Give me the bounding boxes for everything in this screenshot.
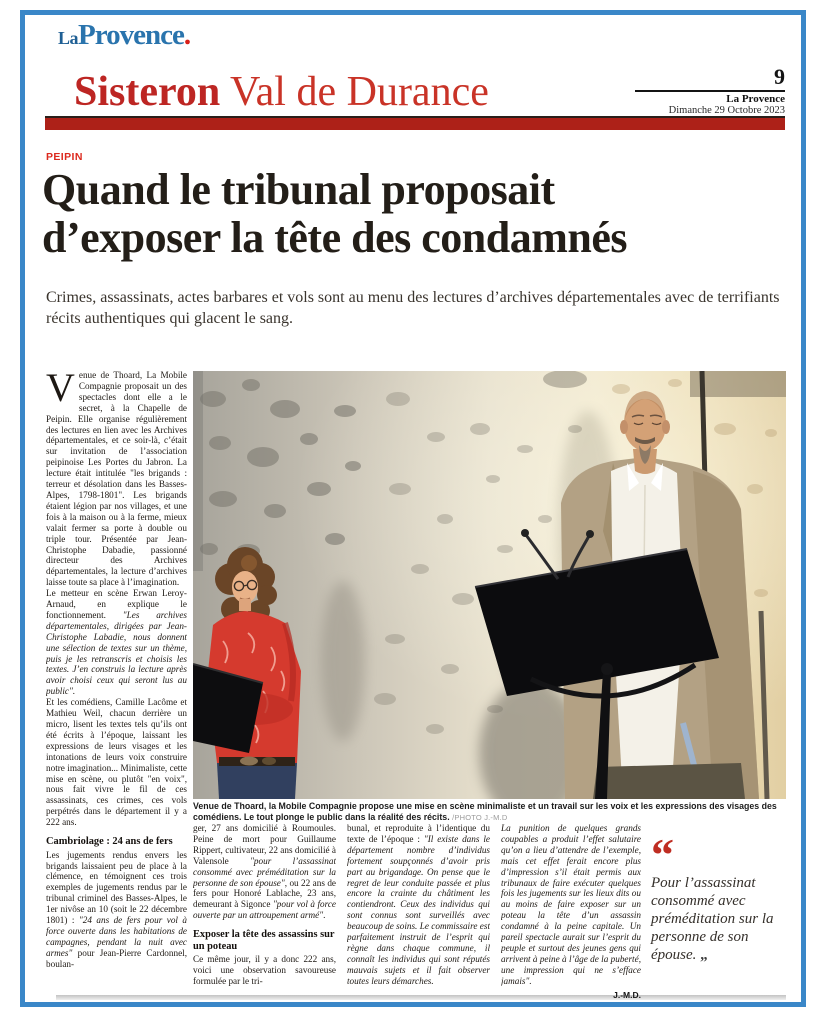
standfirst: Crimes, assassinats, actes barbares et vols sont au menu des lectures d’archives départementales avec de terrifiants récits authentiques qui glacent le sang. — [46, 289, 780, 327]
body-column-4 — [501, 823, 641, 1003]
section-title-light: Val de Durance — [220, 69, 489, 115]
paragraph — [347, 823, 490, 987]
headline — [42, 166, 790, 262]
quote-text: "24 ans de fers pour vol à force ouverte dans les habitations de campagnes, pendant la nuit avec armes" — [46, 915, 187, 958]
photo-illustration — [193, 371, 786, 799]
meta-rule — [635, 90, 785, 92]
masthead-logo — [58, 20, 191, 53]
body-text: . — [323, 910, 326, 921]
edition-date: Dimanche 29 Octobre 2023 — [668, 105, 785, 116]
quote-text: "pour vol à force ouverte par un attroupement armé" — [193, 899, 336, 921]
article-photo — [193, 371, 786, 799]
headline-line-2: d’exposer la tête des condamnés — [42, 213, 627, 262]
body-text: ger, 27 ans domicilié à Roumoules. Peine de mort pour Guillaume Rippert, cultivateur, 22 ans domicilié à Valensole — [193, 823, 336, 866]
body-column-1 — [46, 370, 187, 994]
page-meta — [600, 66, 785, 117]
paragraph — [46, 370, 187, 588]
photo-caption — [193, 801, 787, 823]
masthead-logo-dot: . — [183, 19, 192, 51]
kicker: PEIPIN — [46, 151, 83, 163]
body-text: Les jugements rendus envers les brigands laissaient peu de place à la clémence, en témoignent ces trois exemples de jugements rendus par le tribunal criminel des Basses-Alpes, le 1er nivôse an 10 (soit le 22 décembre 1801) : — [46, 849, 187, 926]
pull-quote-text — [651, 874, 787, 964]
masthead-logo-la: La — [58, 28, 79, 48]
quote-close-icon: „ — [700, 947, 708, 963]
pull-quote — [651, 829, 787, 964]
body-text: Le metteur en scène Erwan Leroy-Arnaud, en explique le fonctionnement. — [46, 588, 187, 620]
quote-text: "pour l’assassinat consommé avec préméditation sur la personne de son épouse" — [193, 855, 336, 888]
body-text: , ou 22 ans de fers pour Honoré Lablache, 23 ans, demeurant à Sigonce — [193, 877, 336, 910]
author-initials: J.-M.D. — [613, 989, 641, 1000]
quote-open-icon: “ — [651, 829, 672, 880]
paragraph — [46, 850, 187, 970]
headline-line-1: Quand le tribunal proposait — [42, 165, 555, 214]
masthead-logo-name: Provence — [78, 19, 184, 51]
section-title-bold: Sisteron — [74, 69, 221, 115]
paragraph — [193, 823, 336, 921]
photo-caption-text: Venue de Thoard, la Mobile Compagnie propose une mise en scène minimaliste et un travail sur les voix et les expressions des visages des comédiens. Le tout plonge le public dans la réalité des récits. — [193, 801, 777, 822]
pull-quote-body: Pour l’assassinat consommé avec préméditation sur la personne de son épouse. — [651, 875, 774, 963]
quote-text: "Les archives départementales, dirigées par Jean-Christophe Labadie, nous donnent une sélection de textes sur un thème, puis je les retranscris et choisis les textes. J’en construis la lecture après avoir choisi ceux qui seront lus au public". — [46, 609, 187, 697]
paragraph: Et les comédiens, Camille Lacôme et Mathieu Weil, chacun derrière un micro, lisent les textes tels qu’ils ont été écrits à l’époque, laissant les expressions de leurs visages et les intonations de leurs voix construire notre imagination... Minimaliste, cette mise en scène, ou plutôt "en voix", nous fait vivre le fil de ces assassinats, ces crimes, ces vols perpétrés dans le département il y a 222 ans. — [46, 697, 187, 828]
body-column-3 — [347, 823, 490, 999]
body-column-2 — [193, 823, 336, 999]
paper-name: La Provence — [726, 93, 785, 105]
page-number: 9 — [774, 64, 785, 89]
paragraph: Ce même jour, il y a donc 222 ans, voici une observation savoureuse formulée par le tri- — [193, 954, 336, 987]
paragraph — [46, 588, 187, 697]
quote-text: La punition de quelques grands coupables a produit l’effet salutaire qu’on a lieu d’attendre de l’exemple, mais cet effet ferait encore plus d’impression s’il était permis aux tribunaux de faire exécuter quelques fois les jugements sur les lieux dits ou au moins de faire exposer sur un poteau la tête d’un assassin condamné à la peine capitale. Un pareil spectacle aurait sur l’esprit du peuple et surtout des jeunes gens qui arrivent à peine à l’âge de la puberté, une impression qui ne s’efface jamais". — [501, 823, 641, 986]
body-text: bunal, et reproduite à l’identique du texte de l’époque : — [347, 823, 490, 844]
quote-text: "Il existe dans le département nombre d’individus fortement soupçonnés d’avoir pris part au brigandage. On pense que le regret de leur conduite passée et plus encore la crainte du châtiment les contiendront. Ceux des individus qui sont connus sont surveillés avec beaucoup de soins. Le commissaire est parfaitement instruit de l’esprit qui règne dans chaque commune, il connaît les individus qui sont réputés mauvais sujets et il fait observer toutes leurs démarches. — [347, 833, 490, 986]
body-text: pour Jean-Pierre Cardonnel, boulan- — [46, 947, 187, 969]
section-rule — [45, 116, 785, 130]
subhead-exposer: Exposer la tête des assassins sur un poteau — [193, 929, 335, 952]
photo-credit: /PHOTO J.-M.D — [452, 813, 508, 822]
subhead-cambriolage: Cambriolage : 24 ans de fers — [46, 836, 173, 848]
body-text: enue de Thoard, La Mobile Compagnie proposait un des spectacles dont elle a le secret, à la Chapelle de Peipin. Elle organise régulièrement des lectures en lien avec les Archives départementales, et ce soir-là, c’était sur invitation de l’association peipinoise Les Portes du Jabron. La lecture était intitulée "les brigands : terreur et désolation dans les Basses-Alpes, 1798-1801". Les brigands étaient légion par nos villages, et une fois à la maison ou à la ferme, mieux valait fermer sa porte à double ou triple tour. Présentée par Jean-Christophe Dabadie, passionné directeur des Archives départementales, la lecture d’archives laisse toute sa place à l’imagination. — [46, 370, 187, 588]
drop-cap: V — [46, 370, 75, 410]
